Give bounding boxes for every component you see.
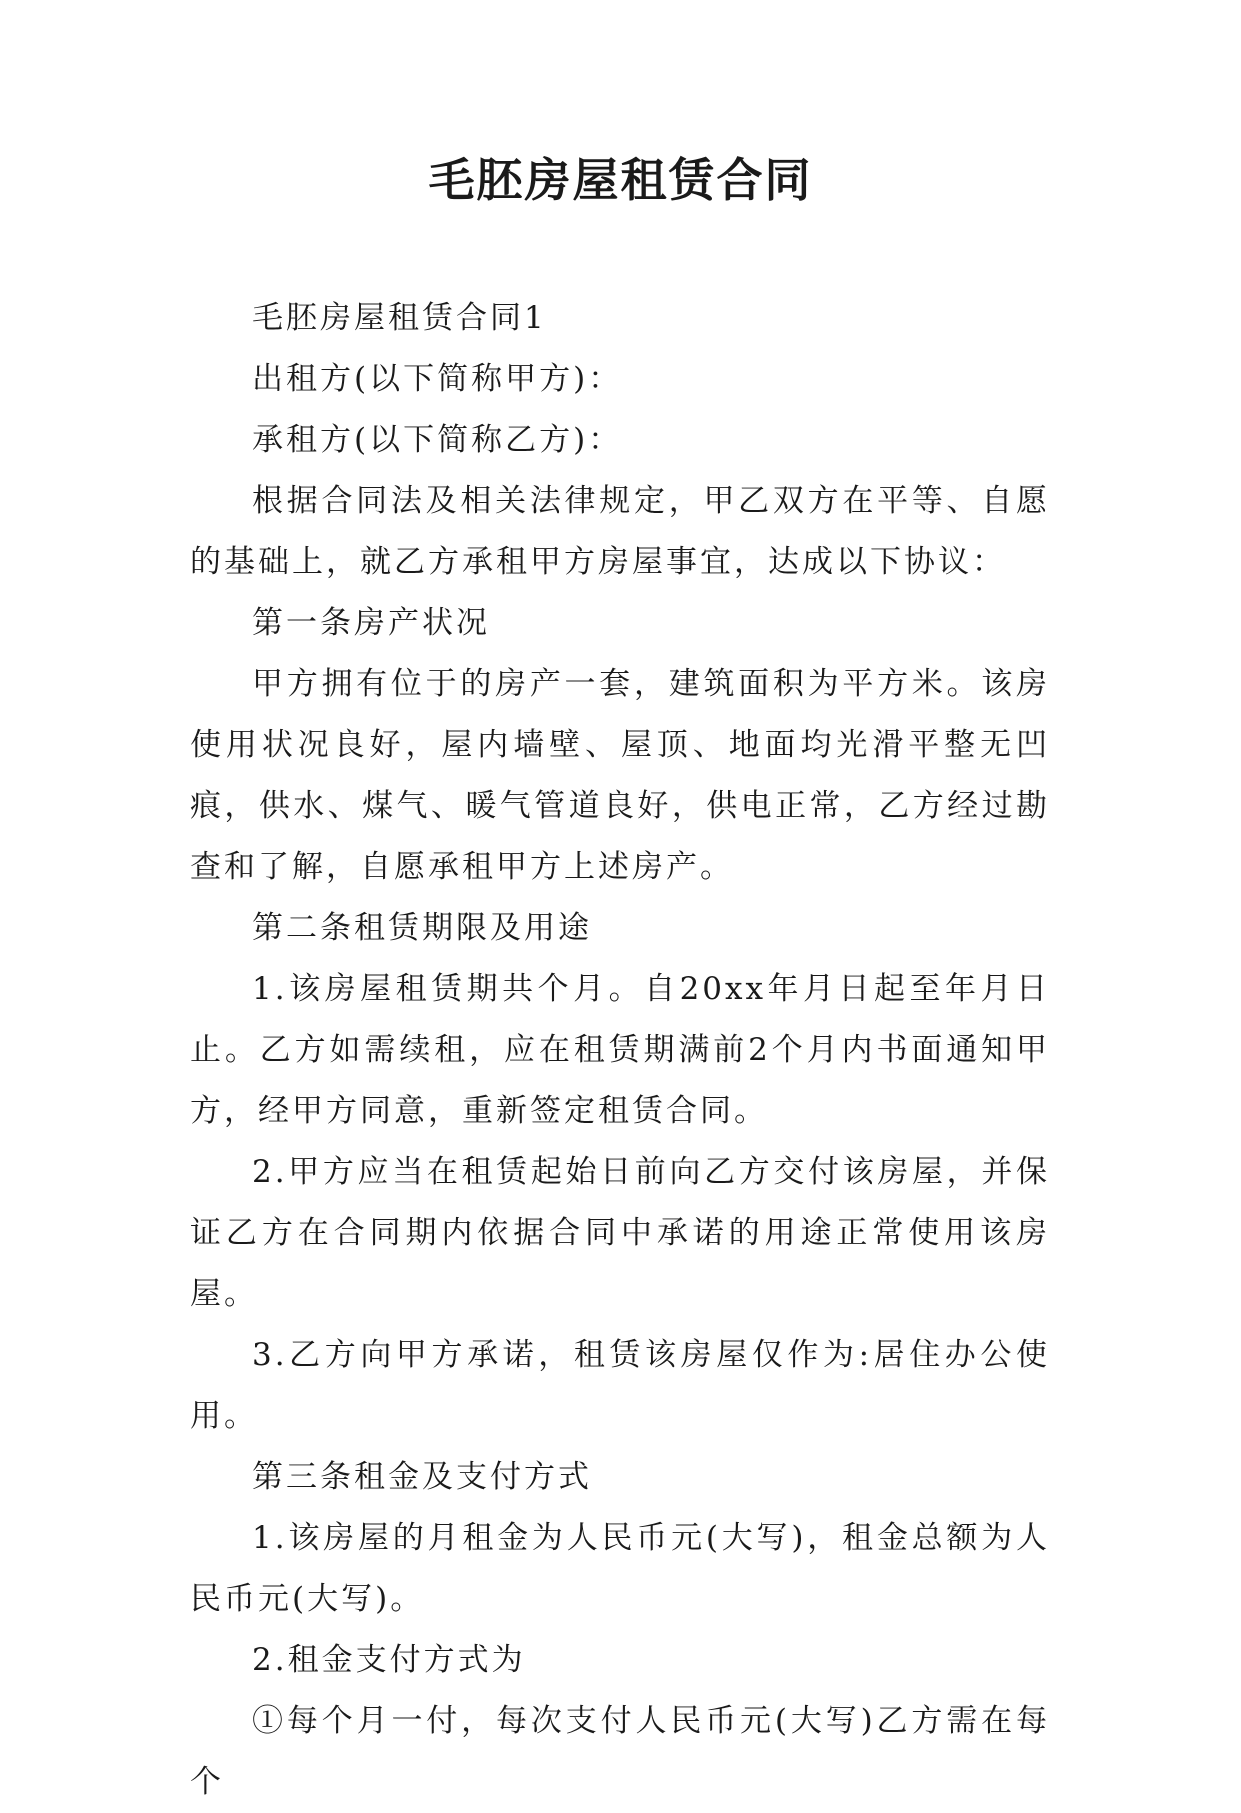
article-3-payment-option-1: ①每个月一付，每次支付人民币元(大写)乙方需在每个 xyxy=(190,1703,1050,1800)
article-3-heading: 第三条租金及支付方式 xyxy=(252,1459,592,1495)
article-2-clause-1: 1.该房屋租赁期共个月。自20xx年月日起至年月日止。乙方如需续租，应在租赁期满前2个月内书面通知甲方，经甲方同意，重新签定租赁合同。 xyxy=(190,971,1050,1129)
document-title: 毛胚房屋租赁合同 xyxy=(428,153,813,207)
contract-heading-line: 毛胚房屋租赁合同1 xyxy=(252,300,547,336)
article-1-heading: 第一条房产状况 xyxy=(252,605,490,641)
article-2-clause-3: 3.乙方向甲方承诺，租赁该房屋仅作为:居住办公使用。 xyxy=(190,1337,1050,1434)
article-3-clause-1: 1.该房屋的月租金为人民币元(大写)，租金总额为人民币元(大写)。 xyxy=(190,1520,1050,1617)
document-body xyxy=(190,288,1050,1813)
lessor-line: 出租方(以下简称甲方)： xyxy=(252,361,623,397)
article-3-clause-2: 2.租金支付方式为 xyxy=(252,1642,526,1678)
article-1-paragraph: 甲方拥有位于的房产一套，建筑面积为平方米。该房使用状况良好，屋内墙壁、屋顶、地面均光滑平整无凹痕，供水、煤气、暖气管道良好，供电正常，乙方经过勘查和了解，自愿承租甲方上述房产。 xyxy=(190,666,1050,885)
preamble-paragraph: 根据合同法及相关法律规定，甲乙双方在平等、自愿的基础上，就乙方承租甲方房屋事宜，达成以下协议： xyxy=(190,483,1050,580)
article-2-clause-2: 2.甲方应当在租赁起始日前向乙方交付该房屋，并保证乙方在合同期内依据合同中承诺的用途正常使用该房屋。 xyxy=(190,1154,1050,1312)
article-2-heading: 第二条租赁期限及用途 xyxy=(252,910,592,946)
lessee-line: 承租方(以下简称乙方)： xyxy=(252,422,623,458)
